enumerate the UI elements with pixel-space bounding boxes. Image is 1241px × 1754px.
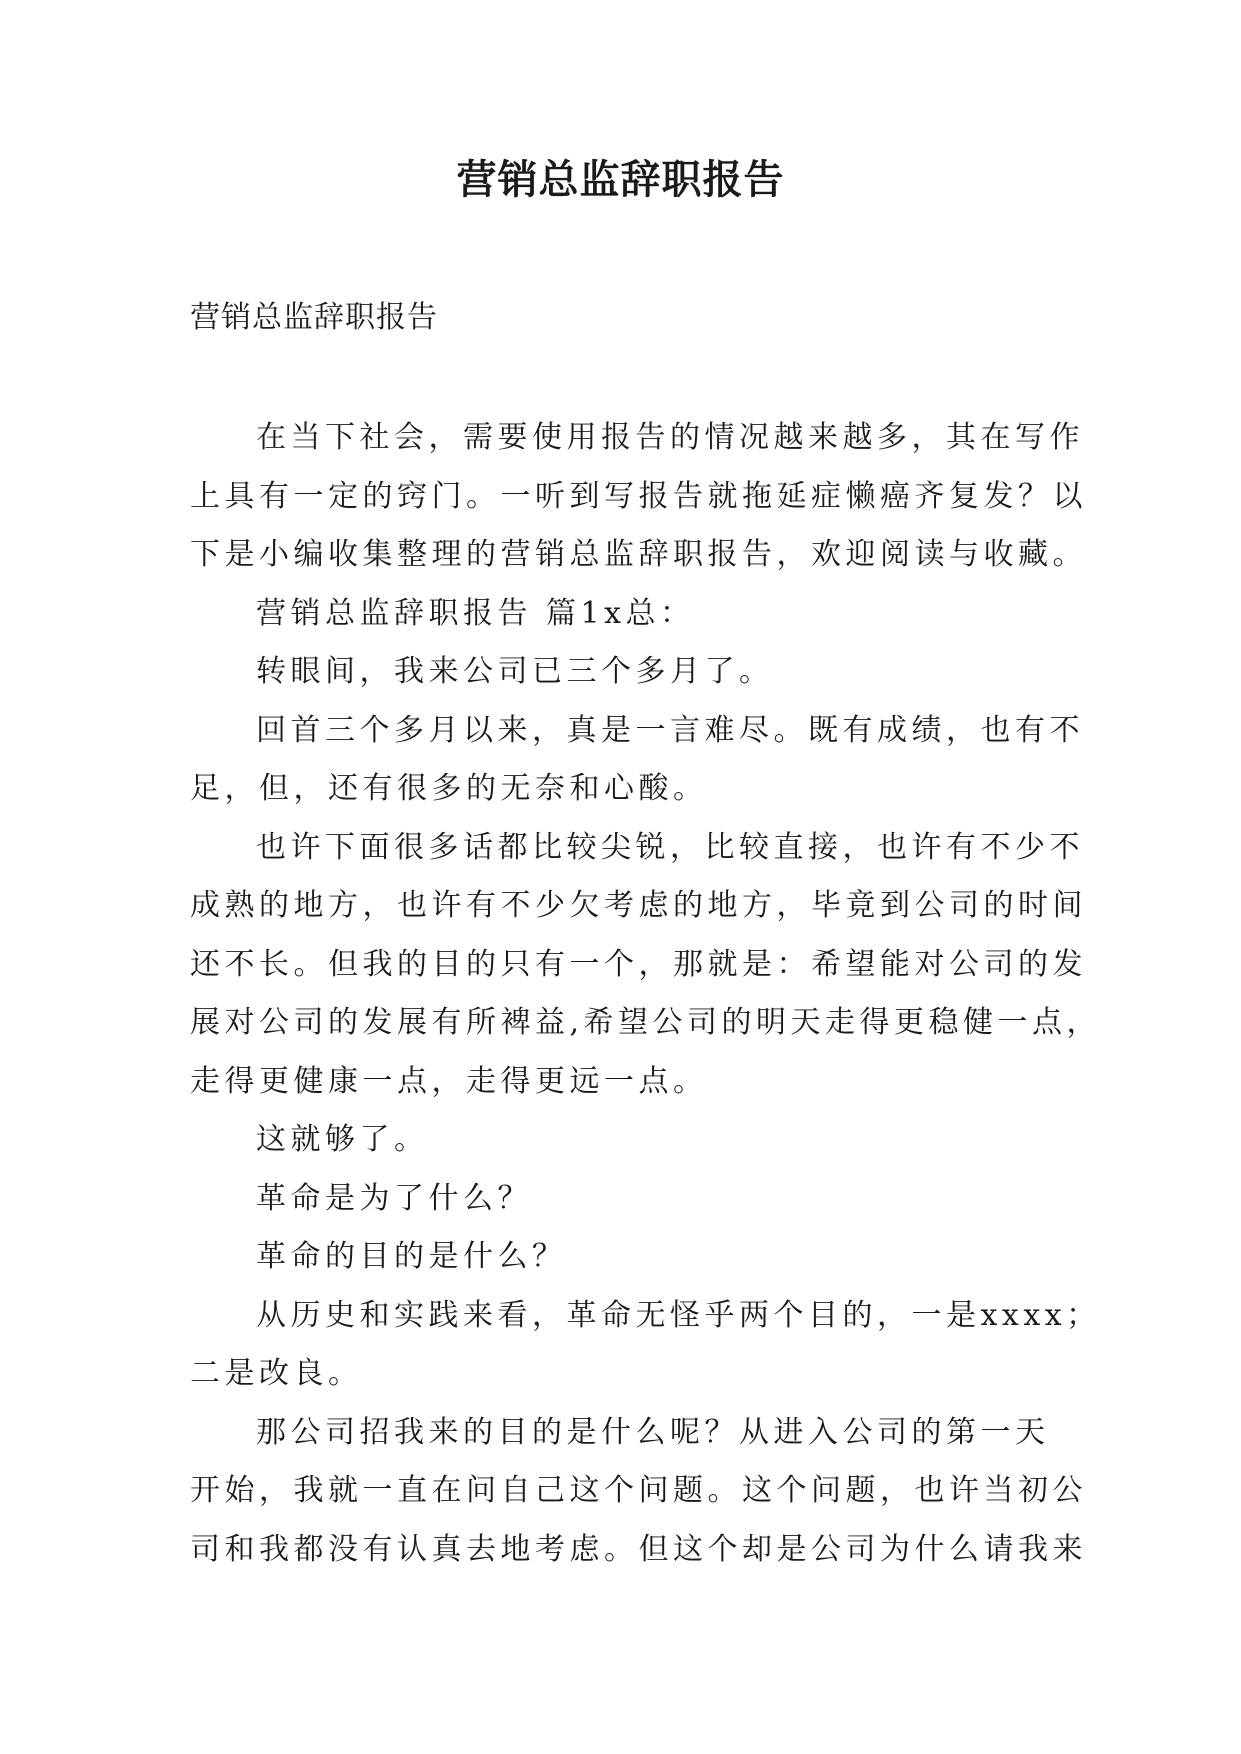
paragraph-line: 那公司招我来的目的是什么呢？从进入公司的第一天 <box>256 1414 1050 1450</box>
paragraph-line: 革命是为了什么？ <box>256 1180 532 1216</box>
paragraph-line: 走得更健康一点，走得更远一点。 <box>190 1063 708 1099</box>
paragraph-line: 二是改良。 <box>190 1356 363 1391</box>
paragraph-line: 从历史和实践来看，革命无怪乎两个目的，一是xxxx； <box>256 1297 1101 1333</box>
paragraph-line: 营销总监辞职报告 篇1x总： <box>256 595 695 631</box>
paragraph-line: 下是小编收集整理的营销总监辞职报告，欢迎阅读与收藏。 <box>190 537 1087 572</box>
paragraph-line: 足，但，还有很多的无奈和心酸。 <box>190 771 708 806</box>
paragraph-line: 还不长。但我的目的只有一个，那就是：希望能对公司的发 <box>190 946 1087 982</box>
paragraph-line: 展对公司的发展有所裨益,希望公司的明天走得更稳健一点， <box>190 1005 1102 1040</box>
paragraph-line: 在当下社会，需要使用报告的情况越来越多，其在写作 <box>256 420 1084 455</box>
paragraph-line: 革命的目的是什么？ <box>256 1239 567 1274</box>
paragraph-line: 开始，我就一直在问自己这个问题。这个问题，也许当初公 <box>190 1473 1087 1508</box>
paragraph-line: 这就够了。 <box>256 1122 429 1157</box>
document-subtitle: 营销总监辞职报告 <box>190 300 438 335</box>
paragraph-line: 转眼间，我来公司已三个多月了。 <box>256 654 774 689</box>
document-body <box>190 409 1102 1579</box>
paragraph-line: 司和我都没有认真去地考虑。但这个却是公司为什么请我来 <box>190 1531 1087 1567</box>
paragraph-line: 成熟的地方，也许有不少欠考虑的地方，毕竟到公司的时间 <box>190 888 1087 923</box>
paragraph-line: 也许下面很多话都比较尖锐，比较直接，也许有不少不 <box>256 829 1084 865</box>
paragraph-line: 上具有一定的窍门。一听到写报告就拖延症懒癌齐复发？以 <box>190 478 1087 514</box>
paragraph-line: 回首三个多月以来，真是一言难尽。既有成绩，也有不 <box>256 712 1084 748</box>
document-title: 营销总监辞职报告 <box>456 156 785 203</box>
